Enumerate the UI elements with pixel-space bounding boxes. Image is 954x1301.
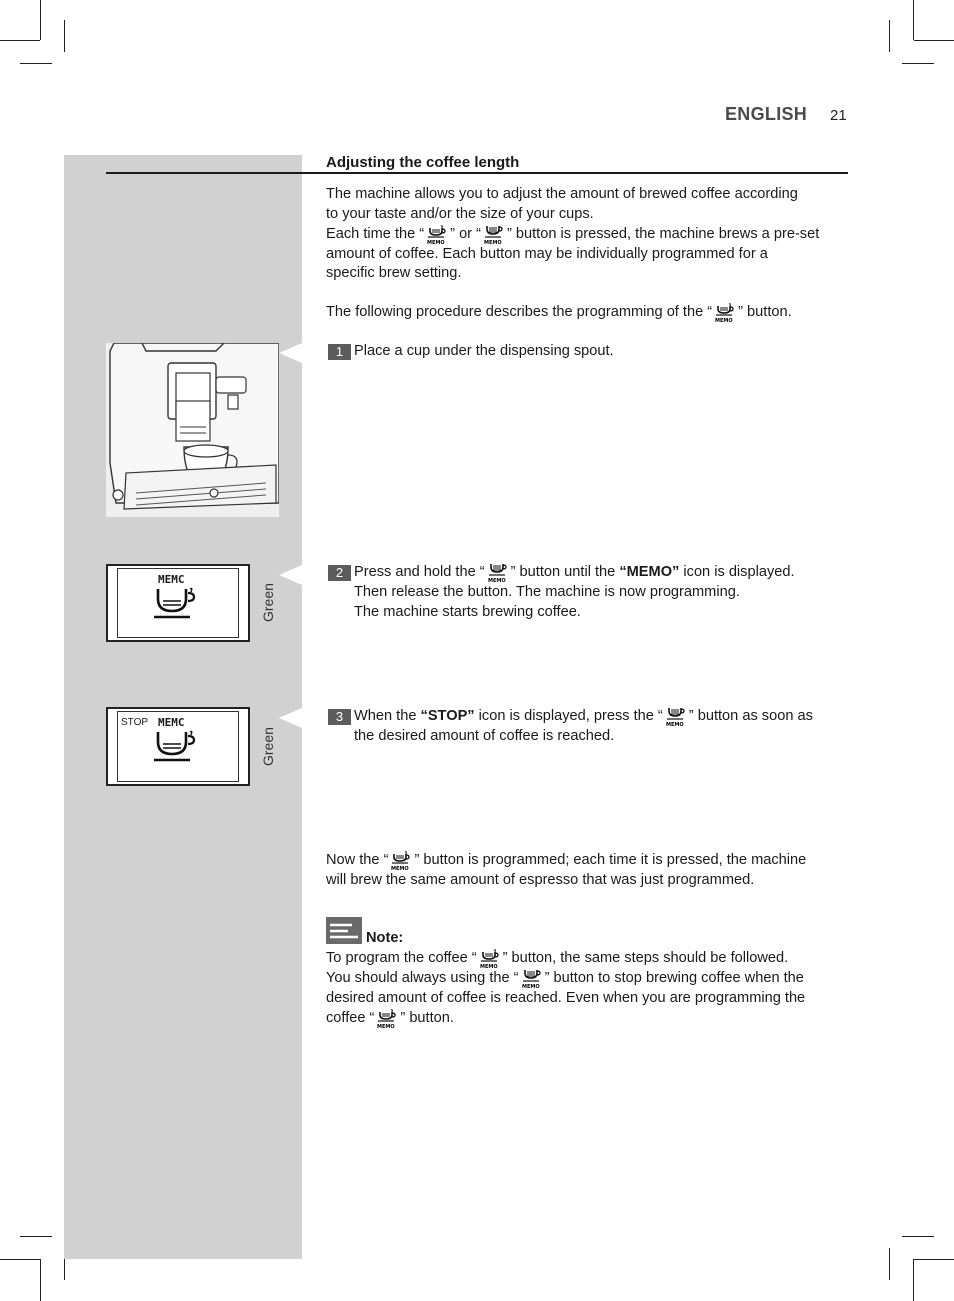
note-label: Note:: [366, 930, 404, 946]
svg-text:MEMO: MEMO: [377, 1023, 396, 1029]
crop-mark: [889, 20, 890, 52]
crop-mark: [64, 20, 65, 52]
svg-text:MEMO: MEMO: [427, 239, 445, 245]
crop-mark: [40, 1259, 41, 1301]
step-number: 1: [328, 344, 351, 360]
crop-mark: [902, 63, 934, 64]
procedure-intro: The following procedure describes the programming of the “ MEMO ” button.: [326, 304, 792, 323]
coffee-memo-icon: [485, 563, 511, 583]
coffee-memo-icon: [388, 851, 414, 871]
pointer-arrow: [279, 343, 303, 363]
crop-mark: [20, 63, 52, 64]
coffee-memo-icon: [477, 949, 503, 969]
display-color-label: Green: [260, 583, 276, 622]
svg-text:MEMO: MEMO: [391, 866, 410, 871]
stop-display-text: STOP: [121, 717, 149, 728]
crop-mark: [40, 0, 41, 40]
step-text: Place a cup under the dispensing spout.: [354, 343, 614, 359]
crop-mark: [0, 1259, 40, 1260]
step-number: 2: [328, 565, 351, 581]
svg-text:MEMO: MEMO: [715, 318, 733, 323]
cup-display-icon: [154, 730, 204, 764]
crop-mark: [20, 1236, 52, 1237]
cup-display-icon: [154, 587, 204, 621]
crop-mark: [914, 40, 954, 41]
step-text: When the “STOP” icon is displayed, press the “ MEMO ” button as soon as the desired amount of coffee is reached.: [354, 708, 813, 744]
coffee-memo-icon: [519, 969, 545, 989]
display-stop-memo: [106, 707, 250, 786]
step-number: 3: [328, 709, 351, 725]
coffee-memo-icon: [663, 707, 689, 727]
intro-line: amount of coffee. Each button may be individually programmed for a: [326, 245, 768, 262]
intro-line: Each time the “ MEMO ” or “ MEMO ” button is pressed, the machine brews a pre-set: [326, 225, 820, 245]
crop-mark: [889, 1248, 890, 1280]
intro-line: to your taste and/or the size of your cups.: [326, 205, 594, 222]
coffee-memo-icon: [712, 303, 738, 323]
intro-paragraph: [326, 185, 856, 284]
svg-text:MEMO: MEMO: [483, 239, 502, 245]
coffee-machine-illustration: [106, 343, 279, 517]
note-icon: [326, 917, 362, 944]
section-title: Adjusting the coffee length: [326, 154, 520, 171]
coffee-memo-icon: [481, 225, 507, 245]
pointer-arrow: [279, 565, 303, 585]
memo-display-text: MEMC: [158, 716, 185, 729]
svg-text:MEMO: MEMO: [665, 722, 684, 727]
coffee-memo-icon: [424, 225, 450, 245]
note-paragraph: To program the coffee “ MEMO ” button, the same steps should be followed. You should always using the “ MEMO ” button to stop brewing coffee when the desired amount of coffee is reached. Even when you are programming the coffee “ MEMO ” button.: [326, 950, 806, 1029]
coffee-memo-icon: [374, 1009, 400, 1029]
outro-paragraph: Now the “ MEMO ” button is programmed; each time it is pressed, the machine will brew the same amount of espresso that was just programmed.: [326, 852, 807, 888]
intro-line: The machine allows you to adjust the amount of brewed coffee according: [326, 186, 798, 202]
display-memo: [106, 564, 250, 642]
language-heading: ENGLISH: [725, 104, 808, 124]
page-number: 21: [830, 107, 847, 124]
crop-mark: [913, 1259, 914, 1301]
svg-text:MEMO: MEMO: [521, 984, 540, 989]
intro-line: specific brew setting.: [326, 265, 462, 282]
svg-text:MEMO: MEMO: [479, 964, 498, 969]
crop-mark: [902, 1236, 934, 1237]
pointer-arrow: [279, 708, 303, 728]
display-color-label: Green: [260, 727, 276, 766]
memo-display-text: MEMC: [158, 573, 185, 586]
title-divider: [106, 172, 848, 174]
step-text: Press and hold the “ MEMO ” button until the “MEMO” icon is displayed. Then release the button. The machine is now programming. The machine starts brewing coffee.: [354, 564, 795, 620]
crop-mark: [914, 1259, 954, 1260]
crop-mark: [913, 0, 914, 40]
svg-text:MEMO: MEMO: [487, 578, 506, 583]
crop-mark: [0, 40, 40, 41]
